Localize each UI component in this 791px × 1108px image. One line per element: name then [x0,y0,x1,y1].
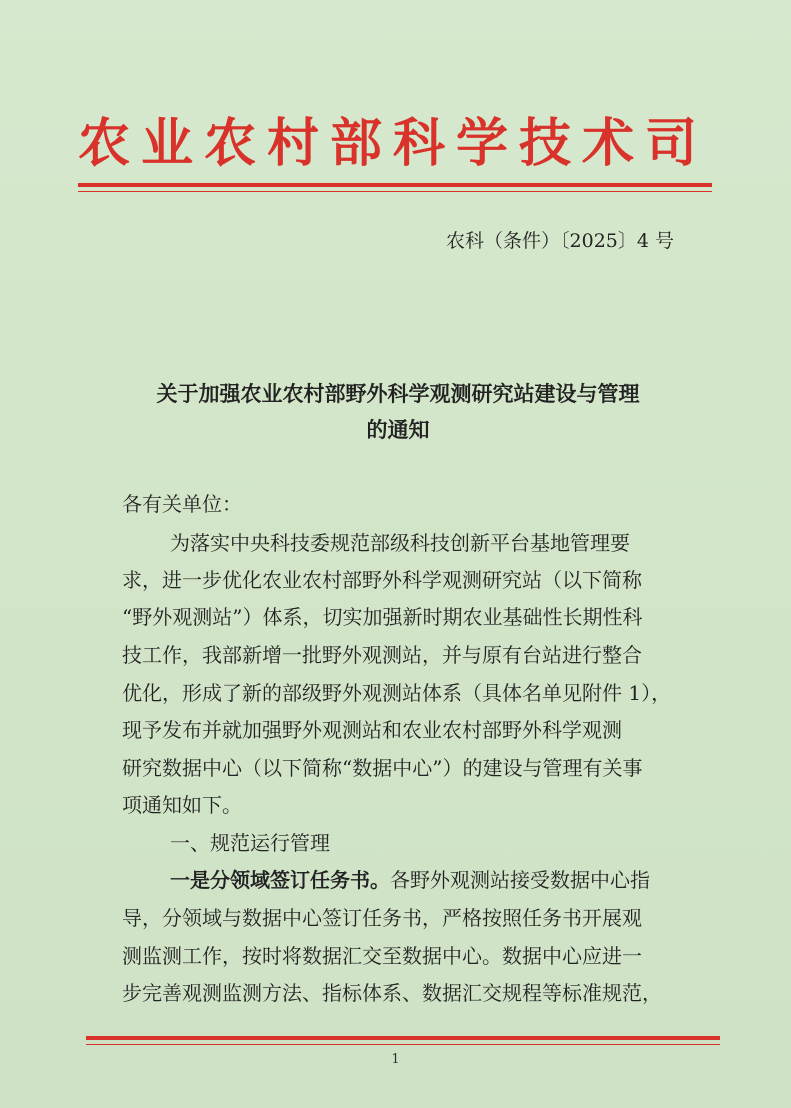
document-title-line1: 关于加强农业农村部野外科学观测研究站建设与管理 [156,381,640,406]
footer-rule-thin [86,1044,720,1045]
paragraph2-line-first [170,864,650,893]
paragraph2-line1-text: 各野外观测站接受数据中心指 [390,868,650,892]
paragraph1-line: 优化，形成了新的部级野外观测站体系（具体名单见附件 1）， [122,681,672,705]
paragraph2-line: 步完善观测监测方法、指标体系、数据汇交规程等标准规范， [122,981,662,1005]
org-letterhead: 农业农村部科学技术司 [78,113,709,174]
paragraph1-line: 求，进一步优化农业农村部野外科学观测研究站（以下简称 [122,568,642,592]
paragraph2-lead: 一是分领域签订任务书。 [170,868,390,892]
page-number: 1 [391,1052,400,1067]
paragraph1-line: 项通知如下。 [122,793,242,817]
paragraph1-line: “野外观测站”）体系，切实加强新时期农业基础性长期性科 [122,605,643,629]
section-heading: 一、规范运行管理 [170,831,330,855]
letterhead-rule-thin [78,191,712,192]
document-number: 农科（条件）〔2025〕4 号 [446,230,674,252]
salutation: 各有关单位： [122,492,242,516]
document-title-line2: 的通知 [366,417,430,442]
paragraph2-line: 导，分领域与数据中心签订任务书，严格按照任务书开展观 [122,906,642,930]
paragraph1-line: 技工作，我部新增一批野外观测站，并与原有台站进行整合 [122,643,642,667]
paragraph1-line: 现予发布并就加强野外观测站和农业农村部野外科学观测 [122,718,622,742]
letterhead-rule-thick [78,183,712,187]
footer-rule-thick [86,1036,720,1040]
paragraph1-line: 研究数据中心（以下简称“数据中心”）的建设与管理有关事 [122,756,643,780]
paragraph1-line: 为落实中央科技委规范部级科技创新平台基地管理要 [170,531,630,555]
paragraph2-line: 测监测工作，按时将数据汇交至数据中心。数据中心应进一 [122,944,642,968]
